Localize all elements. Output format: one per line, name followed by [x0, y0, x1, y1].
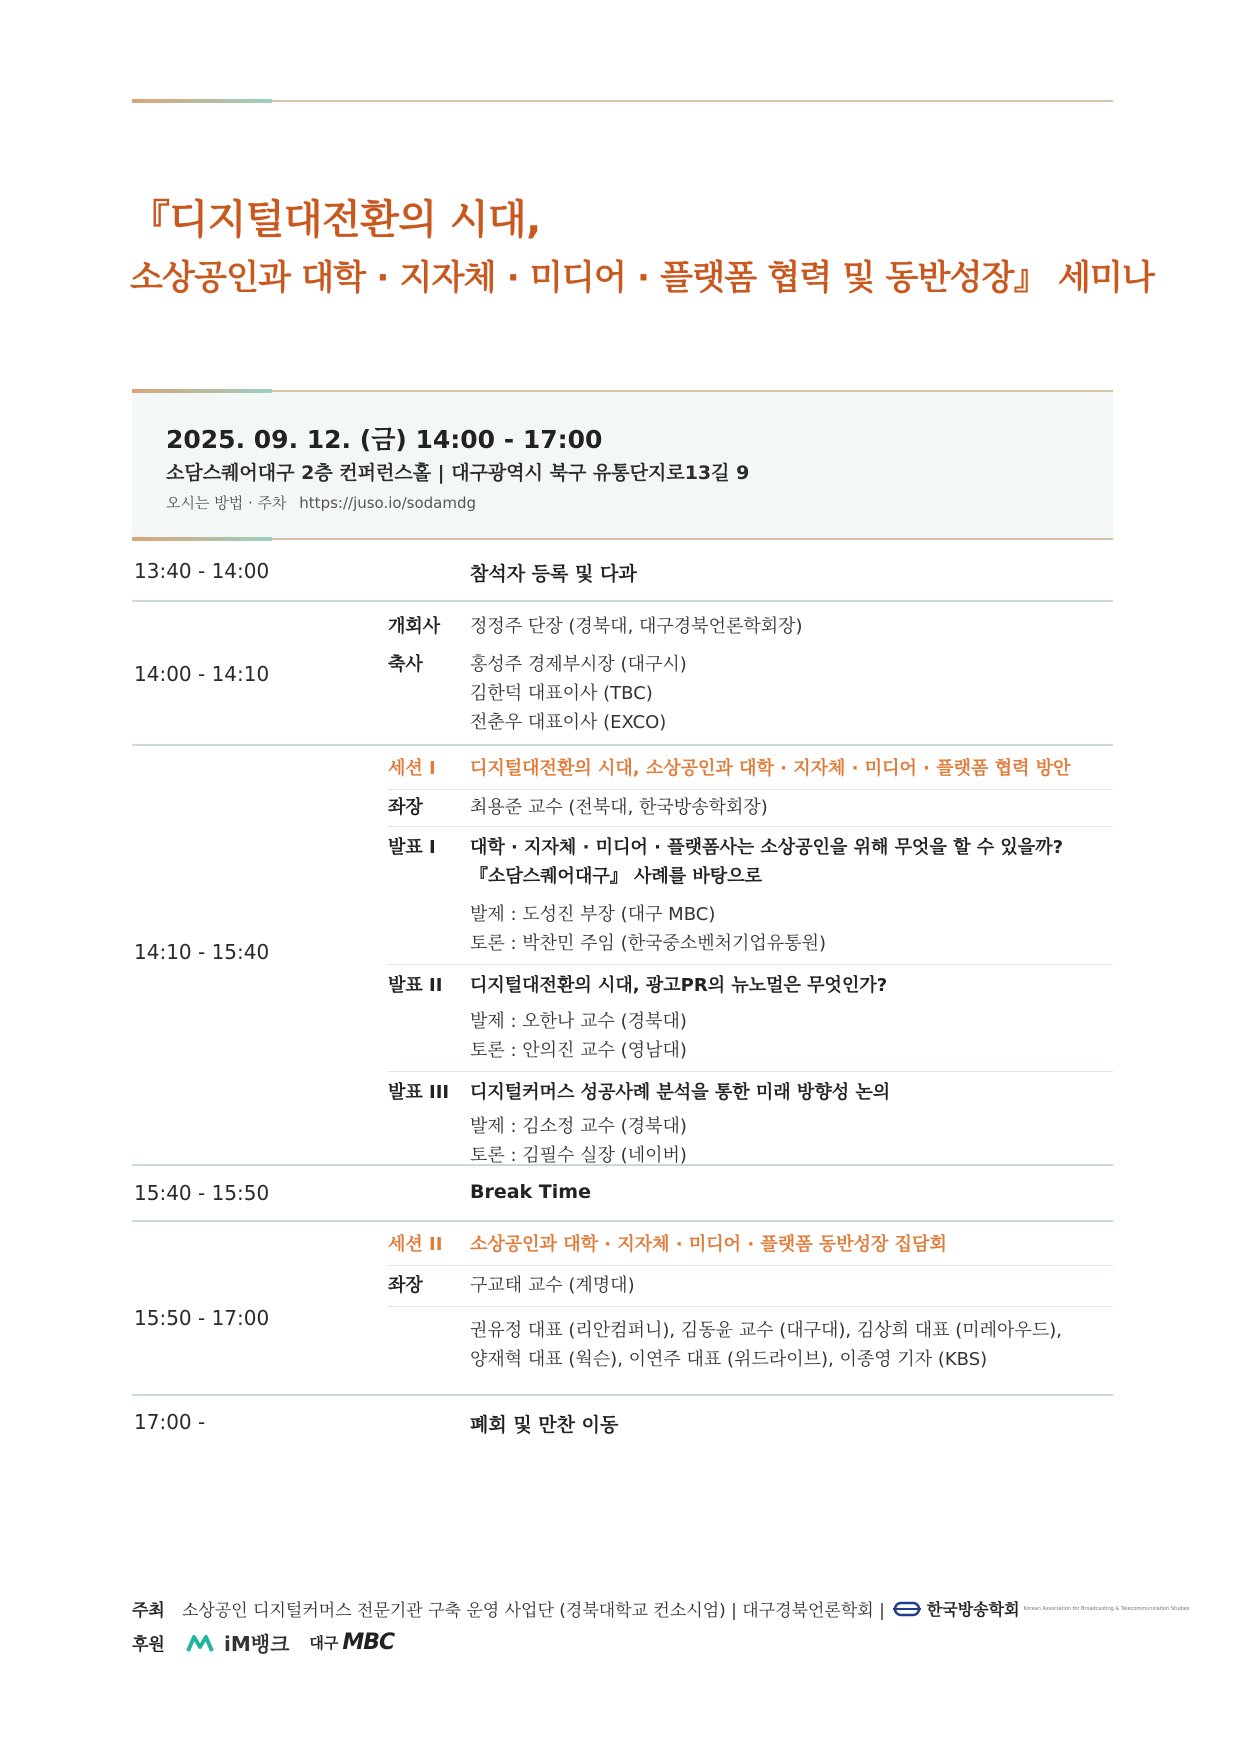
speaker-line: 전춘우 대표이사 (EXCO): [470, 712, 667, 733]
session-title: 소상공인과 대학 · 지자체 · 미디어 · 플랫폼 동반성장 집담회: [470, 1234, 947, 1255]
mbc-region: 대구: [309, 1634, 339, 1652]
im-bank-name: iM뱅크: [224, 1632, 290, 1656]
row-label: 좌장: [388, 797, 423, 818]
row-label: 좌장: [388, 1275, 423, 1296]
row-label: 축사: [388, 654, 423, 675]
event-cell: 폐회 및 만찬 이동: [470, 1414, 619, 1436]
session-1-chair-row: [388, 790, 1113, 827]
directions-link[interactable]: https://juso.io/sodamdg: [299, 494, 476, 512]
host-line: [132, 1596, 1190, 1621]
talk-2-row: [388, 965, 1113, 1072]
event-info-box: [132, 390, 1113, 540]
talk-title: 대학 · 지자체 · 미디어 · 플랫폼사는 소상공인을 위해 무엇을 할 수 있을까?: [470, 837, 1064, 858]
host-label: 주최: [132, 1601, 165, 1621]
talk-title: 디지털커머스 성공사례 분석을 통한 미래 방향성 논의: [470, 1082, 891, 1103]
time-cell: 15:50 - 17:00: [134, 1306, 270, 1330]
mbc-name: MBC: [342, 1630, 395, 1655]
kabs-name: 한국방송학회: [926, 1600, 1020, 1619]
session-2-header: [388, 1222, 1113, 1266]
speaker-line: 김한덕 대표이사 (TBC): [470, 683, 653, 704]
presenter: 발제 : 김소정 교수 (경북대): [470, 1116, 687, 1137]
talk-content: [470, 833, 1113, 958]
time-cell: 14:00 - 14:10: [134, 662, 270, 686]
talk-content: [470, 971, 1113, 1065]
session-label: 세션 II: [388, 1234, 443, 1255]
row-label-empty: [388, 1316, 470, 1374]
talk-title: 디지털대전환의 시대, 광고PR의 뉴노멀은 무엇인가?: [470, 975, 888, 996]
im-bank-logo: [186, 1628, 289, 1657]
sponsor-line: [132, 1628, 394, 1657]
title-line-2: 소상공인과 대학 · 지자체 · 미디어 · 플랫폼 협력 및 동반성장』 세미나: [130, 258, 1155, 298]
seminar-title: [130, 192, 1155, 306]
discussant: 토론 : 박찬민 주임 (한국중소벤처기업유통원): [470, 933, 826, 954]
presenter: 발제 : 오한나 교수 (경북대): [470, 1011, 687, 1032]
event-cell: 참석자 등록 및 다과: [470, 563, 637, 585]
talk-content: [470, 1078, 1113, 1170]
panel-row: [388, 1307, 1113, 1380]
panel-line: 양재혁 대표 (웍슨), 이연주 대표 (위드라이브), 이종영 기자 (KBS): [470, 1349, 988, 1370]
session-1-header: [388, 746, 1113, 790]
schedule-row-closing: [132, 1396, 1113, 1454]
schedule-row-session-2: [132, 1222, 1113, 1396]
talk-3-row: [388, 1072, 1113, 1176]
sponsor-label: 후원: [132, 1635, 165, 1655]
chair-name: 구교태 교수 (계명대): [470, 1275, 635, 1296]
talk-label: 발표 II: [388, 975, 443, 996]
panel-list: [470, 1316, 1113, 1374]
kabs-logo: [893, 1597, 1190, 1620]
speaker-line: 홍성주 경제부시장 (대구시): [470, 654, 687, 675]
discussant: 토론 : 안의진 교수 (영남대): [470, 1040, 687, 1061]
talk-1-row: [388, 827, 1113, 965]
schedule-row-break: [132, 1166, 1113, 1222]
daegu-mbc-logo: [309, 1630, 394, 1655]
time-cell: 14:10 - 15:40: [134, 940, 270, 964]
im-bank-mark-icon: [186, 1633, 220, 1653]
presenter: 발제 : 도성진 부장 (대구 MBC): [470, 904, 716, 925]
session-label: 세션 I: [388, 758, 436, 779]
title-line-1: 『디지털대전환의 시대,: [130, 197, 541, 243]
event-venue: 소담스퀘어대구 2층 컨퍼런스홀 | 대구광역시 북구 유통단지로13길 9: [166, 462, 750, 484]
kabs-subtitle: Korean Association for Broadcasting & Telecommunication Studies: [1023, 1605, 1190, 1612]
top-divider: [132, 100, 1113, 102]
schedule-row-registration: [132, 542, 1113, 602]
host-organizations: 소상공인 디지털커머스 전문기관 구축 운영 사업단 (경북대학교 컨소시엄) | 대구경북언론학회 |: [182, 1601, 885, 1621]
row-content: 정정주 단장 (경북대, 대구경북언론학회장): [470, 616, 803, 637]
discussant: 토론 : 김필수 실장 (네이버): [470, 1145, 687, 1166]
session-title: 디지털대전환의 시대, 소상공인과 대학 · 지자체 · 미디어 · 플랫폼 협력 방안: [470, 758, 1071, 779]
event-date: 2025. 09. 12. (금) 14:00 - 17:00: [166, 425, 603, 454]
directions: [166, 492, 476, 513]
schedule-row-opening: [132, 602, 1113, 746]
schedule-row-session-1: [132, 746, 1113, 1166]
row-content: [470, 650, 1113, 737]
schedule-table: [132, 542, 1113, 1454]
directions-label: 오시는 방법 · 주차: [166, 494, 287, 512]
row-label: 개회사: [388, 616, 441, 637]
time-cell: 13:40 - 14:00: [134, 559, 270, 583]
time-cell: 15:40 - 15:50: [134, 1181, 270, 1205]
session-2-chair-row: [388, 1266, 1113, 1307]
event-cell: Break Time: [470, 1181, 591, 1203]
congratulatory-row: [388, 641, 1113, 737]
opening-remarks-row: [388, 602, 1113, 641]
talk-label: 발표 I: [388, 837, 436, 858]
kabs-emblem-icon: [893, 1599, 921, 1619]
talk-label: 발표 III: [388, 1082, 450, 1103]
chair-name: 최용준 교수 (전북대, 한국방송학회장): [470, 797, 768, 818]
talk-subtitle: 『소담스퀘어대구』 사례를 바탕으로: [470, 866, 762, 887]
panel-line: 권유정 대표 (리안컴퍼니), 김동윤 교수 (대구대), 김상희 대표 (미레아우드),: [470, 1320, 1062, 1341]
time-cell: 17:00 -: [134, 1410, 206, 1434]
